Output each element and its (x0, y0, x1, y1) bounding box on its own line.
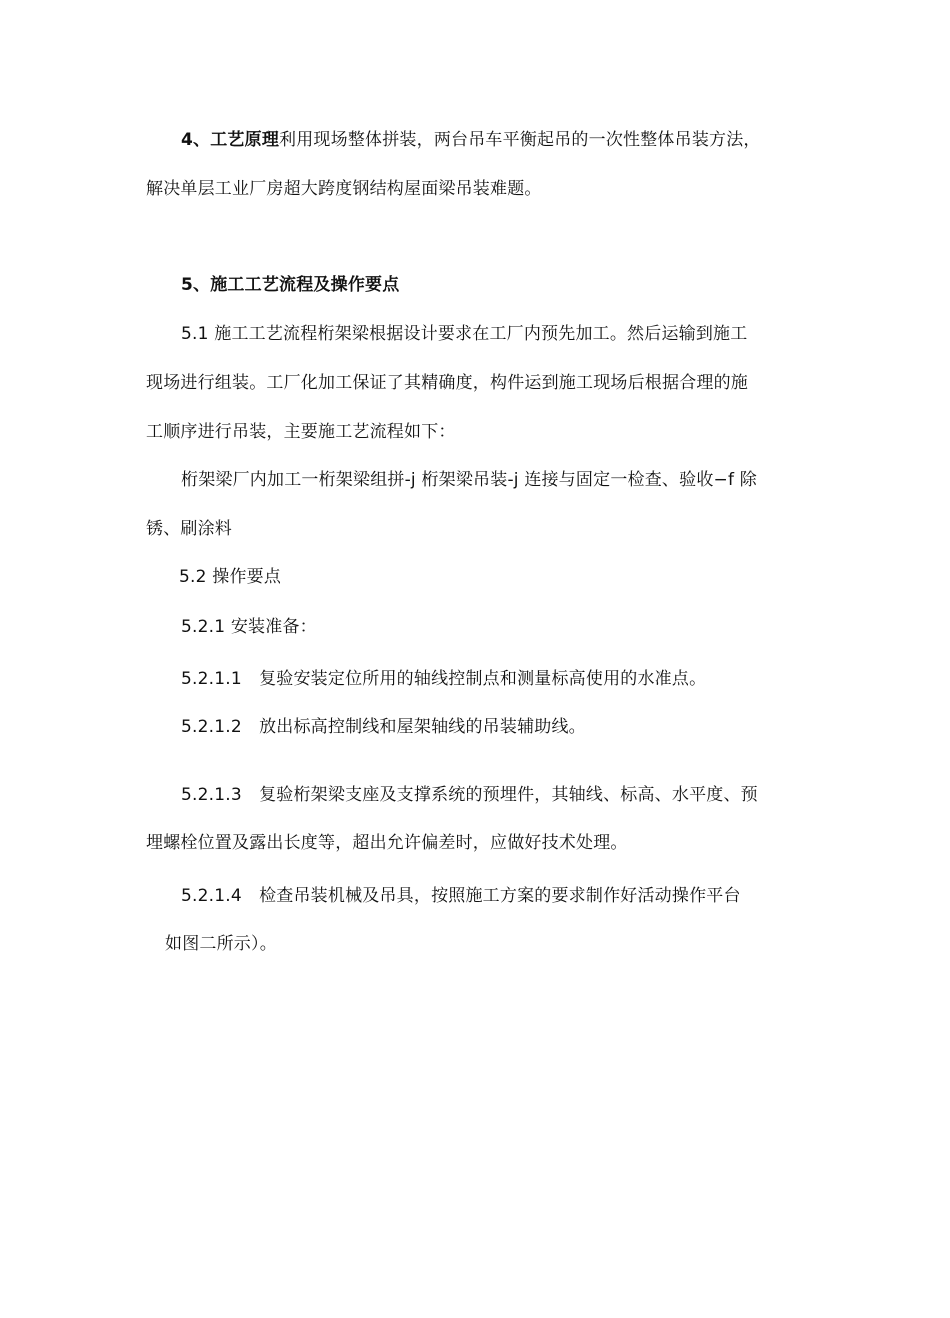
section-5-2-1-4-line-1: 5.2.1.4 检查吊装机械及吊具，按照施工方案的要求制作好活动操作平台 (181, 886, 741, 906)
section-4-text-line-1: 利用现场整体拼装，两台吊车平衡起吊的一次性整体吊装方法， (279, 130, 761, 150)
section-4-heading: 4、工艺原理 (181, 130, 280, 150)
section-5-heading: 5、施工工艺流程及操作要点 (181, 275, 400, 295)
section-5-2-1-3-line-1: 5.2.1.3 复验桁架梁支座及支撑系统的预埋件，其轴线、标高、水平度、预 (181, 785, 758, 805)
section-5-2-1-1: 5.2.1.1 复验安装定位所用的轴线控制点和测量标高使用的水准点。 (181, 669, 707, 689)
process-flow-line-2: 锈、刷涂料 (146, 519, 232, 539)
section-4-text-line-2: 解决单层工业厂房超大跨度钢结构屋面梁吊装难题。 (146, 179, 542, 199)
section-5-2-1-2: 5.2.1.2 放出标高控制线和屋架轴线的吊装辅助线。 (181, 717, 586, 737)
section-5-2-1-3-line-2: 埋螺栓位置及露出长度等，超出允许偏差时，应做好技术处理。 (146, 833, 628, 853)
section-4-paragraph (181, 129, 761, 151)
section-5-2-1-4-line-2: 如图二所示）。 (165, 934, 277, 954)
section-5-2-heading: 5.2 操作要点 (179, 567, 282, 587)
section-5-1-line-3: 工顺序进行吊装，主要施工艺流程如下： (146, 422, 456, 442)
section-5-1-line-2: 现场进行组装。工厂化加工保证了其精确度，构件运到施工现场后根据合理的施 (146, 373, 748, 393)
section-5-2-1-heading: 5.2.1 安装准备： (181, 617, 317, 637)
section-5-1-line-1: 5.1 施工工艺流程桁架梁根据设计要求在工厂内预先加工。然后运输到施工 (181, 324, 748, 344)
process-flow-line-1: 桁架梁厂内加工一桁架梁组拼-j 桁架梁吊装-j 连接与固定一检查、验收−f 除 (181, 470, 757, 490)
